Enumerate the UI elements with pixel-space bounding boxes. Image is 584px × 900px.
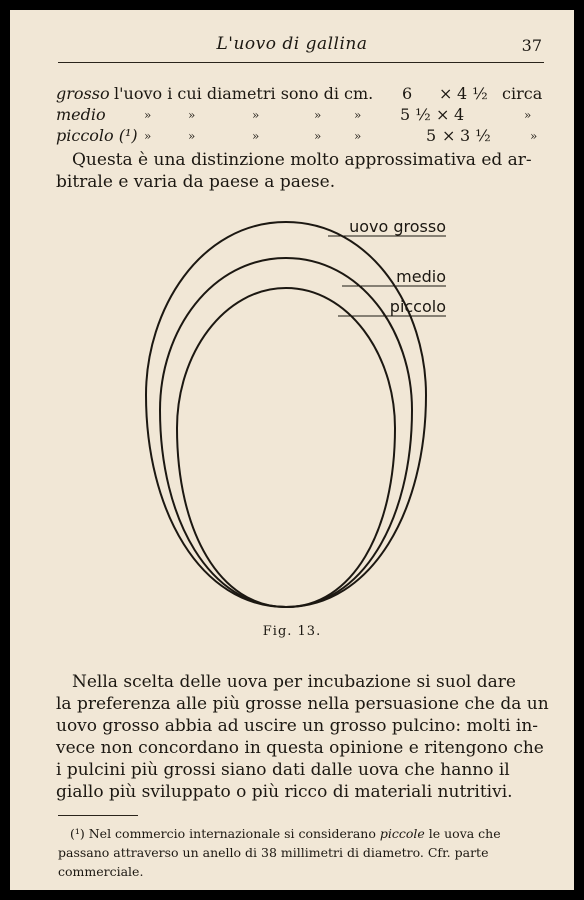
footnote-text: le uova che	[428, 826, 501, 841]
large-egg-outline	[146, 222, 426, 607]
medium-egg-outline	[160, 258, 412, 607]
ditto-mark: »	[252, 108, 260, 122]
times-sign: ×	[436, 105, 450, 124]
small-egg-outline	[177, 288, 395, 607]
times-sign: ×	[442, 126, 456, 145]
times-sign: ×	[439, 84, 453, 103]
footnote-text: (¹) Nel commercio internazionale si considerano	[70, 826, 376, 841]
main-paragraph	[56, 671, 549, 803]
book-page	[10, 10, 574, 890]
running-header-title: L'uovo di gallina	[216, 34, 368, 54]
footnote-line: passano attraverso un anello di 38 millimetri di diametro. Cfr. parte	[58, 845, 489, 860]
label-medio: medio	[396, 267, 446, 286]
diameter-b: 3 ½	[460, 126, 491, 145]
label-uovo-grosso: uovo grosso	[349, 217, 446, 236]
diameter-a: 5	[426, 126, 437, 145]
paragraph-line: giallo più sviluppato o più ricco di materiali nutritivi.	[56, 782, 513, 802]
paragraph-line: Nella scelta delle uova per incubazione si suol dare	[72, 672, 516, 692]
footnote	[58, 824, 542, 881]
ditto-mark: »	[354, 129, 362, 143]
footnote-line	[58, 824, 542, 843]
figure-caption: Fig. 13.	[262, 624, 322, 639]
page-number: 37	[521, 36, 542, 55]
ditto-mark: »	[314, 129, 322, 143]
ditto-mark: »	[188, 129, 196, 143]
size-description: l'uovo i cui diametri sono di cm.	[114, 84, 374, 103]
size-label: piccolo (¹)	[56, 126, 138, 145]
footnote-rule	[58, 815, 138, 816]
paragraph-line: bitrale e varia da paese a paese.	[56, 172, 336, 192]
ditto-mark: »	[144, 129, 152, 143]
ditto-mark: »	[188, 108, 196, 122]
diameter-b: 4 ½	[457, 84, 488, 103]
ditto-mark: »	[524, 108, 532, 122]
size-suffix: circa	[502, 84, 543, 103]
paragraph-line: vece non concordano in questa opinione e ritengono che	[56, 738, 544, 758]
paragraph-line: la preferenza alle più grosse nella persuasione che da un	[56, 694, 549, 714]
ditto-mark: »	[252, 129, 260, 143]
size-label: medio	[56, 105, 106, 124]
paragraph-line: uovo grosso abbia ad uscire un grosso pulcino: molti in-	[56, 716, 539, 736]
egg-size-figure	[10, 10, 574, 630]
footnote-line: commerciale.	[58, 864, 144, 879]
footnote-emphasis: piccole	[379, 826, 425, 841]
ditto-mark: »	[144, 108, 152, 122]
ditto-mark: »	[314, 108, 322, 122]
ditto-mark: »	[530, 129, 538, 143]
diameter-a: 5 ½	[400, 105, 431, 124]
paragraph-line: Questa è una distinzione molto approssimativa ed ar-	[72, 150, 532, 170]
diameter-a: 6	[402, 84, 413, 103]
diameter-b: 4	[454, 105, 465, 124]
ditto-mark: »	[354, 108, 362, 122]
size-label: grosso	[56, 84, 110, 103]
label-piccolo: piccolo	[389, 297, 446, 316]
paragraph-line: i pulcini più grossi siano dati dalle uova che hanno il	[56, 760, 510, 780]
